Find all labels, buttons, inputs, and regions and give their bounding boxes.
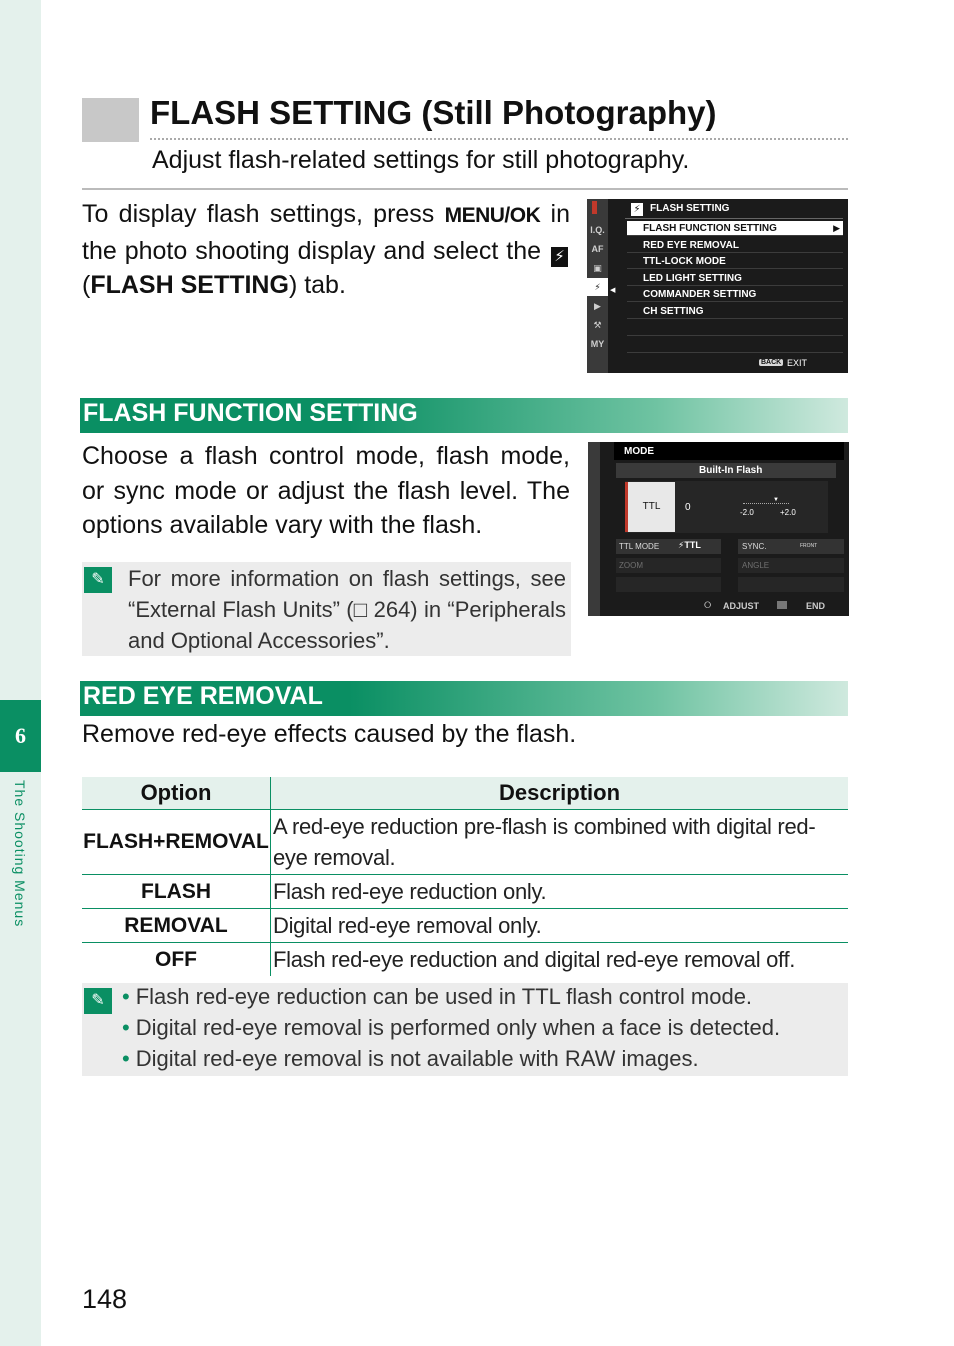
page-title: FLASH SETTING (Still Photography) bbox=[150, 94, 717, 131]
menu-item-commander-setting[interactable]: COMMANDER SETTING bbox=[627, 287, 843, 302]
description-cell: Flash red-eye reduction and digital red-eye removal off. bbox=[273, 947, 796, 972]
note-icon: ✎ bbox=[84, 988, 112, 1014]
note-bullet: • Flash red-eye reduction can be used in TTL flash control mode. bbox=[122, 981, 780, 1012]
compensation-value: 0 bbox=[685, 502, 691, 513]
empty-row bbox=[616, 577, 721, 592]
section-heading-red-eye bbox=[80, 681, 848, 716]
wrench-icon[interactable]: ⚒ bbox=[593, 320, 602, 330]
ttl-mode-label: TTL MODE bbox=[619, 542, 660, 551]
screen1-header: FLASH SETTING bbox=[650, 203, 730, 214]
menu-item-red-eye-removal[interactable]: RED EYE REMOVAL bbox=[627, 238, 843, 253]
zoom-label: ZOOM bbox=[619, 561, 643, 570]
table-row bbox=[82, 943, 848, 977]
camera-icon[interactable]: ▣ bbox=[593, 263, 602, 273]
sync-label: SYNC. bbox=[742, 542, 767, 551]
exit-label[interactable]: EXIT bbox=[787, 358, 808, 368]
side-band bbox=[0, 0, 41, 1346]
chevron-right-icon: ▶ bbox=[833, 223, 840, 233]
chapter-tab[interactable]: 6 bbox=[0, 700, 41, 772]
menu-item-flash-function-setting[interactable] bbox=[627, 221, 843, 236]
ttl-mode-value: ⚡TTL bbox=[678, 540, 701, 550]
disp-key-icon bbox=[777, 601, 787, 609]
intro-paren-close: ) tab. bbox=[288, 271, 346, 299]
section-heading-text: FLASH FUNCTION SETTING bbox=[83, 399, 418, 427]
table-row bbox=[82, 810, 848, 875]
flash-icon: ⚡ bbox=[551, 247, 568, 267]
scale-marker-icon: ▼ bbox=[773, 497, 779, 503]
sync-value: FRONT bbox=[800, 543, 818, 549]
menu-item-ch-setting[interactable]: CH SETTING bbox=[627, 304, 843, 319]
table-header-option: Option bbox=[82, 777, 271, 810]
dial-icon: ⭘ bbox=[704, 600, 712, 610]
option-cell: FLASH+REMOVAL bbox=[82, 810, 271, 875]
chapter-label: The Shooting Menus bbox=[12, 780, 28, 928]
menu-item-ttl-lock-mode[interactable]: TTL-LOCK MODE bbox=[627, 254, 843, 269]
scale-min-label: -2.0 bbox=[740, 508, 754, 517]
my-menu-tab-icon[interactable]: MY bbox=[590, 339, 605, 349]
table-row bbox=[82, 875, 848, 909]
menu-tab-bar bbox=[587, 199, 608, 373]
flash-name: Built-In Flash bbox=[699, 465, 763, 476]
option-cell: OFF bbox=[82, 943, 271, 977]
screen2-left-strip bbox=[588, 442, 600, 616]
option-cell: FLASH bbox=[82, 875, 271, 909]
table-row bbox=[82, 909, 848, 943]
menu-item-empty bbox=[627, 338, 843, 353]
note-box-flash-settings bbox=[82, 562, 571, 656]
description-cell: Digital red-eye removal only. bbox=[271, 909, 849, 943]
mode-label: MODE bbox=[624, 446, 654, 457]
flash-function-paragraph: Choose a flash control mode, flash mode, or sync mode or adjust the flash level. The options available vary with the flash. bbox=[82, 442, 570, 539]
subtitle-divider bbox=[82, 188, 848, 190]
mode-value-ttl[interactable]: TTL bbox=[625, 482, 675, 532]
section-heading-flash-function bbox=[80, 398, 848, 433]
adjust-label: ADJUST bbox=[723, 601, 760, 611]
tab-pointer-icon: ◀ bbox=[610, 287, 616, 294]
red-eye-paragraph: Remove red-eye effects caused by the flash. bbox=[82, 720, 577, 748]
section-heading-text: RED EYE REMOVAL bbox=[83, 682, 323, 710]
back-key-icon: BACK bbox=[761, 359, 782, 366]
table-header-description: Description bbox=[271, 777, 849, 810]
camera-menu-screen bbox=[587, 199, 848, 373]
intro-text-2: in the photo shooting display and select the bbox=[82, 200, 570, 265]
title-marker bbox=[82, 98, 139, 142]
flash-setting-tab-name: FLASH SETTING bbox=[90, 271, 289, 299]
note-box-red-eye bbox=[82, 983, 848, 1076]
option-cell: REMOVAL bbox=[82, 909, 271, 943]
intro-text-1: To display flash settings, press bbox=[82, 200, 435, 228]
end-label[interactable]: END bbox=[806, 601, 826, 611]
flash-header-icon: ⚡ bbox=[631, 203, 643, 216]
flash-function-screen bbox=[588, 442, 849, 616]
empty-row bbox=[738, 577, 844, 592]
description-cell: Flash red-eye reduction only. bbox=[271, 875, 849, 909]
iq-tab-icon[interactable]: I.Q. bbox=[590, 225, 605, 235]
menu-ok-key: MENU/OK bbox=[444, 204, 541, 227]
page-number: 148 bbox=[82, 1284, 128, 1314]
af-mf-tab-icon[interactable]: AF bbox=[591, 244, 604, 254]
flash-tab-icon[interactable]: ⚡ bbox=[587, 278, 608, 296]
intro-paragraph bbox=[82, 197, 570, 303]
title-divider bbox=[150, 138, 848, 140]
page-subtitle: Adjust flash-related settings for still photography. bbox=[152, 146, 690, 174]
note-bullet: • Digital red-eye removal is not available with RAW images. bbox=[122, 1043, 780, 1074]
compensation-scale bbox=[743, 503, 789, 504]
table-header-row bbox=[82, 777, 848, 810]
note-bullet: • Digital red-eye removal is performed only when a face is detected. bbox=[122, 1012, 780, 1043]
red-marker bbox=[592, 201, 597, 214]
note-text: For more information on flash settings, see “External Flash Units” (□ 264) in “Peripherals and Optional Accessories”. bbox=[128, 566, 566, 653]
options-table bbox=[82, 777, 848, 976]
scale-max-label: +2.0 bbox=[780, 508, 796, 517]
note-icon: ✎ bbox=[84, 567, 112, 593]
angle-label: ANGLE bbox=[742, 561, 770, 570]
intro-paren-open: ( bbox=[82, 271, 91, 299]
header-divider bbox=[625, 218, 843, 219]
movie-icon[interactable]: ▶ bbox=[594, 301, 601, 311]
description-cell: A red-eye reduction pre-flash is combined with digital red-eye removal. bbox=[271, 810, 849, 875]
note-bullet-list bbox=[122, 981, 780, 1074]
menu-item-led-light-setting[interactable]: LED LIGHT SETTING bbox=[627, 271, 843, 286]
menu-item-empty bbox=[627, 321, 843, 336]
menu-item-label: FLASH FUNCTION SETTING bbox=[643, 223, 777, 234]
